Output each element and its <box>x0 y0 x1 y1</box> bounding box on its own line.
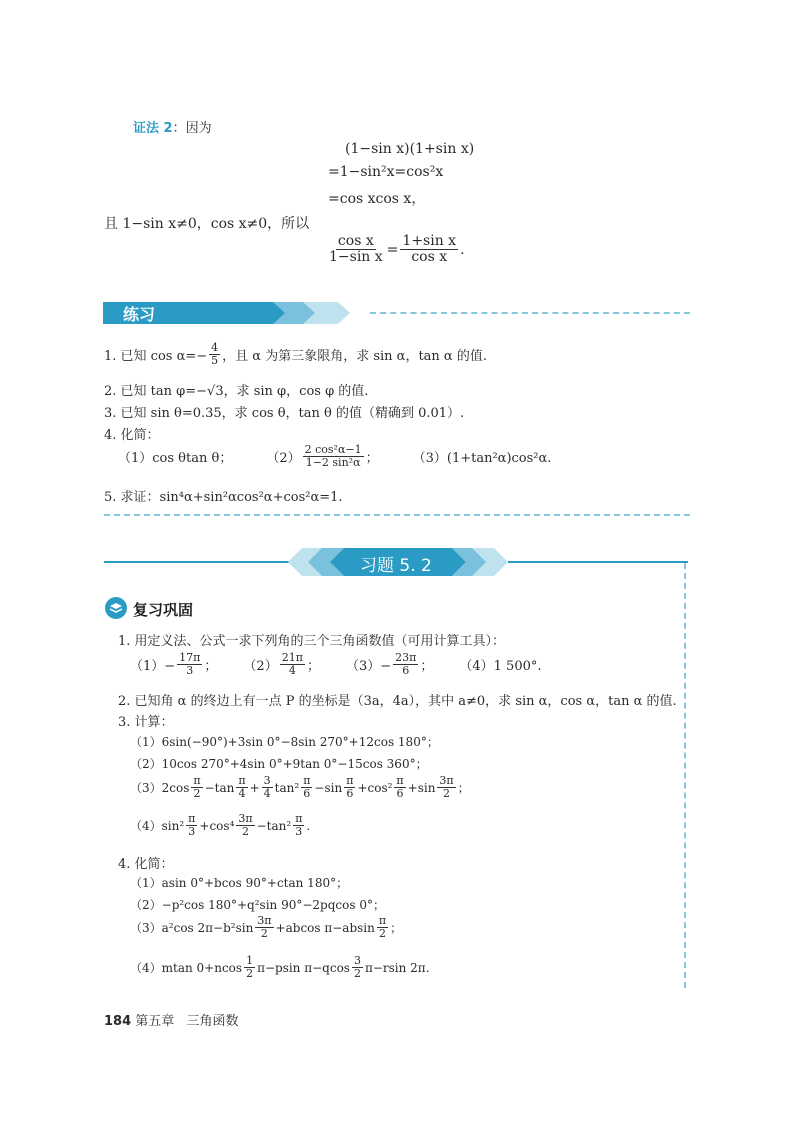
exercise-e4: 4. 化简： <box>118 857 174 872</box>
frac-left: $\frac{\text{cos x}}{\text{1−sin x}}$ <box>329 233 383 266</box>
proof-line-3: =cos xcos x， <box>328 191 426 207</box>
exercise-e1-parts <box>130 652 542 677</box>
exercise-e1-3: （3）− $\frac{23\pi}{6}$ ； <box>345 651 434 678</box>
practice-q5: 5. 求证：sin⁴α+sin²αcos²α+cos²α=1. <box>104 490 343 505</box>
practice-q3: 3. 已知 sin θ=0.35，求 cos θ，tan θ 的值（精确到 0.01）. <box>104 406 465 421</box>
practice-q4-2: （2） $\frac{\text{2 cos²α−1}}{\text{1−2 sin²α}}$ ； <box>266 443 379 470</box>
proof-end: . <box>460 241 465 258</box>
practice-q4-1: （1）cos θtan θ； <box>118 451 233 467</box>
review-section-title: 复习巩固 <box>133 601 194 619</box>
proof-line-1: (1−sin x)(1+sin x) <box>345 141 475 157</box>
proof-label: 证法 2 <box>133 121 173 136</box>
exercise-rule-left <box>104 561 289 563</box>
frac-q1: $\frac{4}{5}$ <box>211 341 219 368</box>
exercise-e1-2: （2） $\frac{21\pi}{4}$ ； <box>243 651 320 678</box>
proof-conclusion <box>325 234 465 266</box>
exercise-e4-4: （4）mtan 0+ncos $\frac{1}{2}$ π−psin π−qcos $\frac{3}{2}$ π−rsin 2π. <box>130 954 430 981</box>
proof-line-2: =1−sin²x=cos²x <box>328 164 444 180</box>
exercise-e3-4: （4）sin² $\frac{\pi}{3}$ +cos⁴ $\frac{3\pi}{2}$ −tan² $\frac{\pi}{3}$ . <box>130 812 311 839</box>
exercise-e2: 2. 已知角 α 的终边上有一点 P 的坐标是（3a，4a），其中 a≠0，求 sin α，cos α，tan α 的值. <box>118 694 677 709</box>
chapter-label: 第五章 <box>135 1014 175 1029</box>
exercise-e3: 3. 计算： <box>118 715 174 730</box>
exercise-title: 习题 5. 2 <box>360 556 432 576</box>
review-icon <box>104 596 128 620</box>
proof-condition: 且 1−sin x≠0，cos x≠0，所以 <box>104 216 310 232</box>
exercise-e1-4: （4）1 500°. <box>459 659 542 675</box>
page-number: 184 <box>104 1014 132 1029</box>
proof-intro: ：因为 <box>172 121 212 136</box>
exercise-e4-1: （1）asin 0°+bcos 90°+ctan 180°； <box>130 876 349 890</box>
exercise-e3-2: （2）10cos 270°+4sin 0°+9tan 0°−15cos 360°； <box>130 757 428 771</box>
proof-heading <box>133 117 212 136</box>
practice-q4-parts <box>118 444 551 469</box>
chapter-title: 三角函数 <box>186 1014 239 1029</box>
exercise-e3-1: （1）6sin(−90°)+3sin 0°−8sin 270°+12cos 180°； <box>130 735 439 749</box>
eq-sign: = <box>386 241 399 258</box>
exercise-e4-2: （2）−p²cos 180°+q²sin 90°−2pqcos 0°； <box>130 898 385 912</box>
practice-q4-3: （3）(1+tan²α)cos²α. <box>412 451 552 467</box>
page-footer <box>104 1010 238 1029</box>
exercise-e3-3: （3）2cos $\frac{\pi}{2}$ −tan $\frac{\pi}{4}$ + $\frac{3}{4}$ tan² $\frac{\pi}{6}$ −sin $\frac{\pi}{6}$ +cos² $\frac{\pi}{6}$ +sin $\frac{3\pi}{2}$ ； <box>130 774 470 801</box>
divider-top <box>370 312 690 314</box>
divider-bottom <box>104 514 690 516</box>
practice-q1: 1. 已知 cos α=− $\frac{4}{5}$ ，且 α 为第三象限角，求 sin α，tan α 的值. <box>104 341 487 368</box>
exercise-e4-3: （3）a²cos 2π−b²sin $\frac{3\pi}{2}$ +abcos π−absin $\frac{\pi}{2}$ ； <box>130 914 403 941</box>
exercise-side-rule <box>684 563 686 988</box>
practice-q4: 4. 化简： <box>104 428 160 443</box>
practice-q2: 2. 已知 tan φ=−√3，求 sin φ，cos φ 的值. <box>104 384 369 399</box>
exercise-e1-1: （1）− $\frac{17\pi}{3}$ ； <box>130 651 218 678</box>
practice-title: 练习 <box>123 305 156 324</box>
exercise-rule-right <box>508 561 688 563</box>
exercise-e1: 1. 用定义法、公式一求下列角的三个三角函数值（可用计算工具）： <box>118 634 506 649</box>
frac-right: $\frac{\text{1+sin x}}{\text{cos x}}$ <box>402 233 457 266</box>
